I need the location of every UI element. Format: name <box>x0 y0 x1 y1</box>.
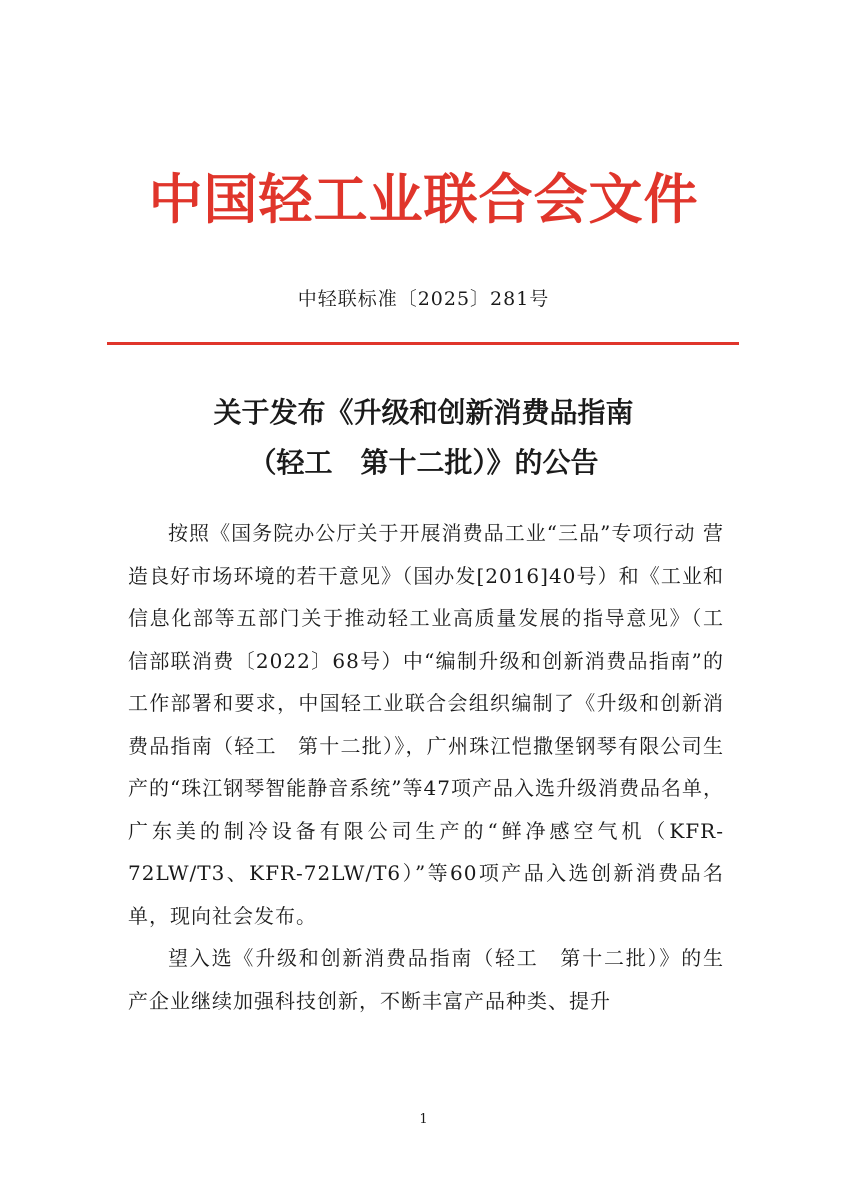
red-divider-line <box>107 342 739 345</box>
announcement-title-line1: 关于发布《升级和创新消费品指南 <box>213 396 634 429</box>
org-letterhead-title: 中国轻工业联合会文件 <box>148 168 699 231</box>
body-paragraph: 按照《国务院办公厅关于开展消费品工业“三品”专项行动 营造良好市场环境的若干意见》（国办发[2016]40号）和《工业和信息化部等五部门关于推动轻工业高质量发展的指导意见》（工信部联消费〔2022〕68号）中“编制升级和创新消费品指南”的工作部署和要求，中国轻工业联合会组织编制了《升级和创新消费品指南（轻工 第十二批）》，广州珠江恺撒堡钢琴有限公司生产的“珠江钢琴智能静音系统”等47项产品入选升级消费品名单，广东美的制冷设备有限公司生产的“鲜净感空气机（KFR-72LW/T3、KFR-72LW/T6）”等60项产品入选创新消费品名单，现向社会发布。 <box>128 521 724 928</box>
announcement-title-line2: （轻工 第十二批）》的公告 <box>248 446 599 479</box>
body-paragraph: 望入选《升级和创新消费品指南（轻工 第十二批）》的生产企业继续加强科技创新，不断丰富产品种类、提升 <box>128 946 724 1013</box>
document-number: 中轻联标准〔2025〕281号 <box>297 288 550 310</box>
body-text <box>128 512 724 1022</box>
announcement-title <box>0 388 847 488</box>
page-number: 1 <box>419 1112 428 1127</box>
